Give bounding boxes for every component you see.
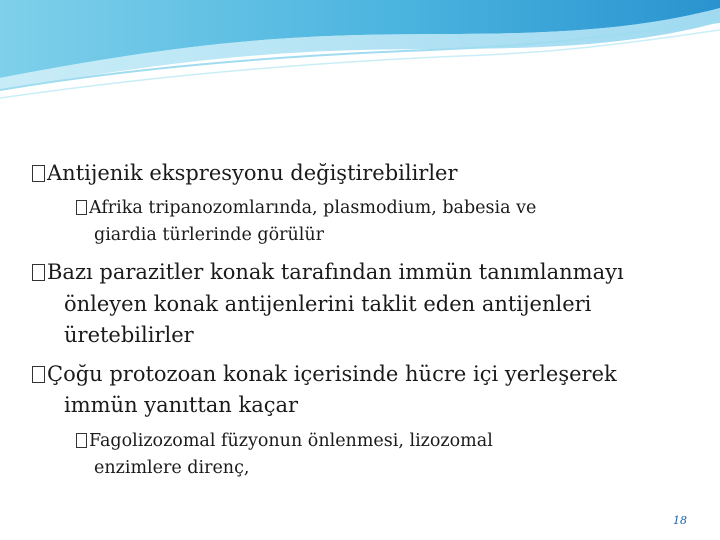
bullet-1 — [0, 156, 720, 190]
bullet-3-continuation-2: üretebilirler — [64, 323, 194, 347]
page-number: 18 — [673, 514, 687, 527]
bullet-4 — [0, 357, 720, 391]
bullet-4-text: Çoğu protozoan konak içerisinde hücre içi yerleşerek — [47, 362, 617, 386]
bullet-3-continuation-1: önleyen konak antijenlerini taklit eden antijenleri — [64, 292, 592, 316]
bullet-4-continuation: immün yanıttan kaçar — [64, 393, 299, 417]
bullet-3 — [0, 255, 720, 289]
wave-header-decoration — [0, 0, 720, 110]
missing-glyph-box-icon — [76, 433, 87, 448]
bullet-1-text: Antijenik ekspresyonu değiştirebilirler — [47, 161, 458, 185]
missing-glyph-box-icon — [32, 165, 45, 182]
bullet-5 — [0, 428, 720, 454]
bullet-2-text: Afrika tripanozomlarında, plasmodium, babesia ve — [89, 198, 537, 218]
missing-glyph-box-icon — [32, 264, 45, 281]
bullet-3-text: Bazı parazitler konak tarafından immün tanımlanmayı — [47, 260, 624, 284]
bullet-2 — [0, 195, 720, 221]
bullet-5-text: Fagolizozomal füzyonun önlenmesi, lizozomal — [89, 431, 493, 451]
bullet-2-continuation: giardia türlerinde görülür — [94, 225, 324, 245]
missing-glyph-box-icon — [76, 200, 87, 215]
missing-glyph-box-icon — [32, 366, 45, 383]
bullet-5-continuation: enzimlere direnç, — [94, 458, 250, 478]
